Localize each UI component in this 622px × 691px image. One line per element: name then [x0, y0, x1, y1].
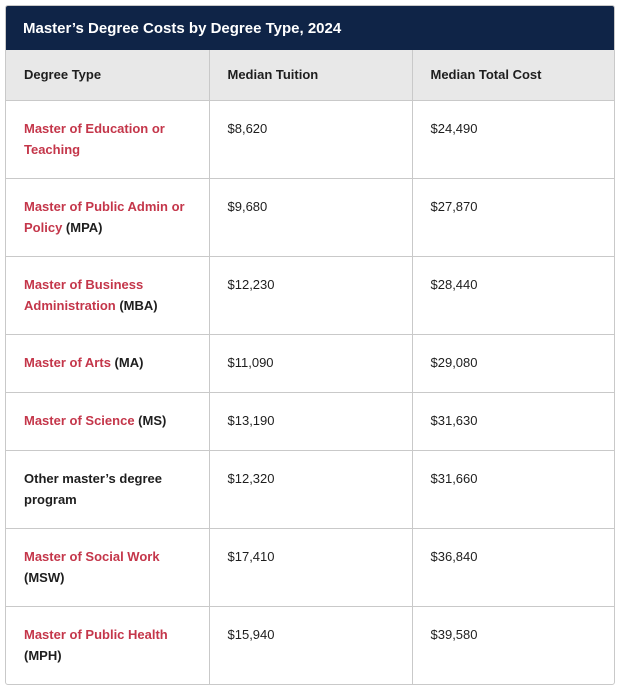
table-row	[6, 392, 615, 450]
table-header-row	[6, 50, 615, 100]
table-title: Master’s Degree Costs by Degree Type, 2024	[6, 6, 614, 50]
tuition-cell: $17,410	[209, 528, 412, 606]
degree-cell	[6, 334, 209, 392]
degree-cell	[6, 528, 209, 606]
degree-cost-table	[6, 50, 615, 684]
total-cost-cell: $27,870	[412, 178, 615, 256]
tuition-cell: $11,090	[209, 334, 412, 392]
degree-link[interactable]: Master of Arts	[24, 354, 111, 370]
degree-abbrev: (MA)	[110, 354, 144, 370]
degree-link[interactable]: Master of Public Health	[24, 626, 168, 642]
degree-link[interactable]: Master of Education or Teaching	[24, 120, 165, 157]
degree-link[interactable]: Master of Science	[24, 412, 135, 428]
table-row	[6, 100, 615, 178]
tuition-cell: $8,620	[209, 100, 412, 178]
tuition-cell: $15,940	[209, 606, 412, 684]
total-cost-cell: $31,630	[412, 392, 615, 450]
total-cost-cell: $31,660	[412, 450, 615, 528]
degree-cell	[6, 450, 209, 528]
total-cost-cell: $29,080	[412, 334, 615, 392]
degree-abbrev: (MS)	[134, 412, 167, 428]
degree-cell	[6, 178, 209, 256]
degree-cell	[6, 392, 209, 450]
table-row	[6, 450, 615, 528]
table-row	[6, 178, 615, 256]
tuition-cell: $12,230	[209, 256, 412, 334]
table-row	[6, 334, 615, 392]
degree-link[interactable]: Master of Social Work	[24, 548, 160, 564]
table-row	[6, 256, 615, 334]
degree-cell	[6, 606, 209, 684]
degree-link[interactable]: Master of Business Administration	[24, 276, 144, 313]
degree-abbrev: (MPA)	[62, 219, 103, 235]
degree-abbrev: (MPH)	[24, 647, 62, 663]
total-cost-cell: $28,440	[412, 256, 615, 334]
cost-table-card	[5, 5, 615, 685]
table-row	[6, 528, 615, 606]
header-median-tuition: Median Tuition	[209, 50, 412, 100]
degree-name: Other master’s degree program	[24, 470, 163, 507]
degree-cell	[6, 256, 209, 334]
degree-abbrev: (MBA)	[115, 297, 158, 313]
total-cost-cell: $36,840	[412, 528, 615, 606]
tuition-cell: $12,320	[209, 450, 412, 528]
table-row	[6, 606, 615, 684]
degree-cell	[6, 100, 209, 178]
header-degree-type: Degree Type	[6, 50, 209, 100]
tuition-cell: $13,190	[209, 392, 412, 450]
header-median-total-cost: Median Total Cost	[412, 50, 615, 100]
total-cost-cell: $24,490	[412, 100, 615, 178]
tuition-cell: $9,680	[209, 178, 412, 256]
degree-link[interactable]: Master of Public Admin or Policy	[24, 198, 185, 235]
degree-abbrev: (MSW)	[24, 569, 65, 585]
total-cost-cell: $39,580	[430, 626, 478, 642]
